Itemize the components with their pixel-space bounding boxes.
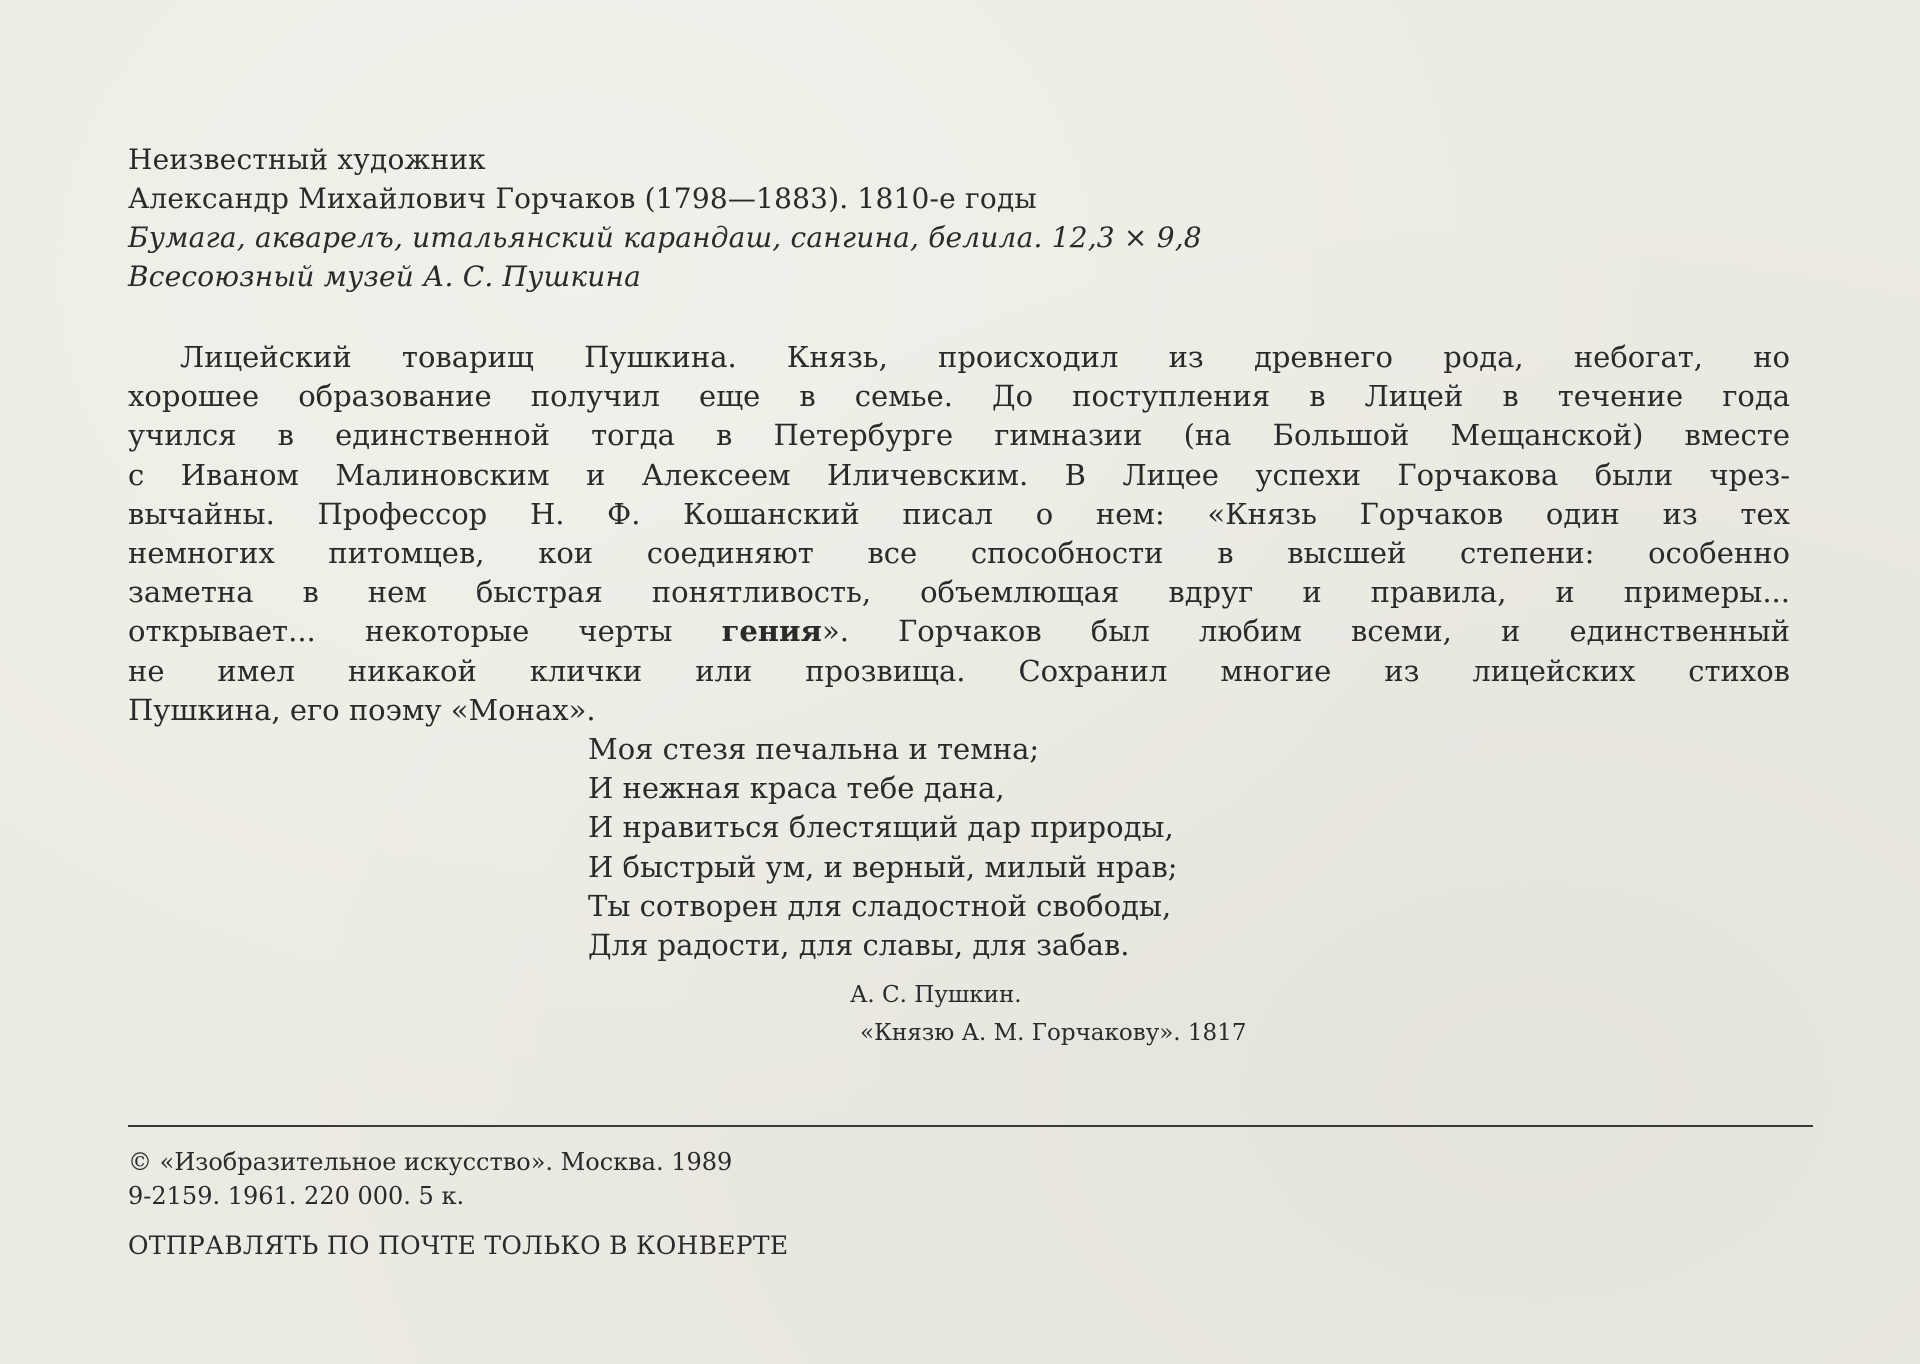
biography-paragraph <box>128 338 1790 730</box>
paragraph-line: немногих питомцев, кои соединяют все способности в высшей степени: особенно <box>128 535 1790 570</box>
artist-line: Неизвестный художник <box>128 143 486 176</box>
paragraph-line: учился в единственной тогда в Петербурге гимназии (на Большой Мещанской) вместе <box>128 418 1790 453</box>
emphasized-word: гения <box>721 614 822 649</box>
paragraph-line: не имел никакой клички или прозвища. Сохранил многие из лицейских стихов <box>128 653 1790 688</box>
poem-line: Моя стезя печальна и темна; <box>588 732 1040 766</box>
portrait-title: Александр Михайлович Горчаков (1798—1883). 1810-е годы <box>128 182 1037 215</box>
poem-quote <box>588 730 1178 965</box>
paragraph-line: Пушкина, его поэму «Монах». <box>128 692 596 727</box>
paragraph-line: вычайны. Профессор Н. Ф. Кошанский писал о нем: «Князь Горчаков один из тех <box>128 496 1790 531</box>
paragraph-line: заметна в нем быстрая понятливость, объемлющая вдруг и правила, и примеры... <box>128 575 1790 610</box>
publication-code: 9-2159. 1961. 220 000. 5 к. <box>128 1182 465 1210</box>
museum-line: Всесоюзный музей А. С. Пушкина <box>128 260 642 293</box>
poem-line: И быстрый ум, и верный, милый нрав; <box>588 849 1178 884</box>
line-segment: ». Горчаков был любим всеми, и единственный <box>821 614 1790 649</box>
poem-line: И нравиться блестящий дар природы, <box>588 810 1174 845</box>
paragraph-line <box>128 612 1790 651</box>
poem-line: Для радости, для славы, для забав. <box>588 928 1130 963</box>
poem-line: И нежная краса тебе дана, <box>588 771 1005 806</box>
poem-line: Ты сотворен для сладостной свободы, <box>588 888 1172 923</box>
paragraph-line: с Иваном Малиновским и Алексеем Иличевским. В Лицее успехи Горчакова были чрез- <box>128 457 1790 492</box>
mailing-notice: ОТПРАВЛЯТЬ ПО ПОЧТЕ ТОЛЬКО В КОНВЕРТЕ <box>128 1231 789 1260</box>
line-segment: открывает... некоторые черты <box>128 614 722 649</box>
medium-line: Бумага, акварелъ, итальянский карандаш, сангина, белила. 12,3 × 9,8 <box>128 221 1202 254</box>
paragraph-line: Лицейский товарищ Пушкина. Князь, происходил из древнего рода, небогат, но <box>180 340 1790 374</box>
divider-line <box>128 1125 1813 1127</box>
poem-source: «Князю А. М. Горчакову». 1817 <box>860 1020 1247 1046</box>
poem-author: А. С. Пушкин. <box>850 982 1022 1008</box>
caption-block <box>128 140 1828 296</box>
copyright-line: © «Изобразительное искусство». Москва. 1989 <box>128 1148 733 1176</box>
paragraph-line: хорошее образование получил еще в семье. До поступления в Лицей в течение года <box>128 379 1790 414</box>
